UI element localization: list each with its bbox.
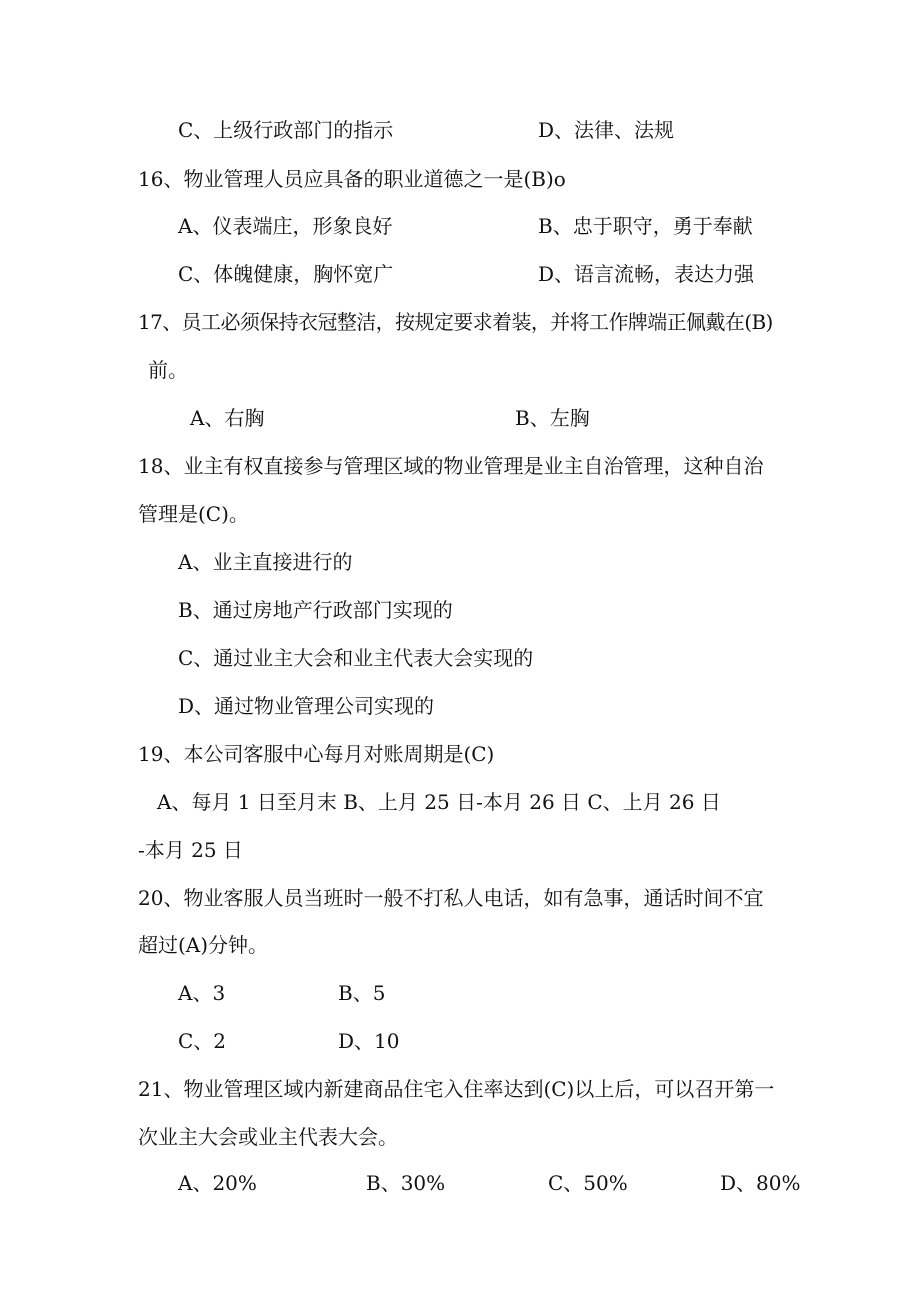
option-b: B、左胸 [515, 406, 590, 430]
question-16: 16、物业管理人员应具备的职业道德之一是(B)o [138, 167, 566, 191]
option-d: D、通过物业管理公司实现的 [178, 694, 435, 718]
option-c: C、体魄健康，胸怀宽广 [178, 262, 394, 286]
question-19-options-line-2: -本月 25 日 [138, 838, 243, 862]
option-c: C、2 [178, 1029, 227, 1053]
question-20-line-2: 超过(A)分钟。 [138, 933, 269, 957]
question-20-line-1: 20、物业客服人员当班时一般不打私人电话，如有急事，通话时间不宜 [138, 886, 764, 910]
option-c: C、50% [548, 1171, 628, 1195]
option-b: B、通过房地产行政部门实现的 [178, 598, 453, 622]
question-21-line-1: 21、物业管理区域内新建商品住宅入住率达到(C)以上后，可以召开第一 [138, 1077, 775, 1101]
question-18-line-1: 18、业主有权直接参与管理区域的物业管理是业主自治管理，这种自治 [138, 454, 764, 478]
option-d: D、法律、法规 [538, 118, 675, 142]
question-19-options-line-1: A、每月 1 日至月末 B、上月 25 日-本月 26 日 C、上月 26 日 [157, 790, 721, 814]
option-b: B、30% [366, 1171, 446, 1195]
question-19: 19、本公司客服中心每月对账周期是(C) [138, 742, 495, 766]
option-a: A、右胸 [190, 406, 265, 430]
option-c: C、上级行政部门的指示 [178, 118, 394, 142]
question-17-line-1: 17、员工必须保持衣冠整洁，按规定要求着装，并将工作牌端正佩戴在(B) [138, 310, 773, 334]
question-18-line-2: 管理是(C)。 [138, 502, 249, 526]
option-c: C、通过业主大会和业主代表大会实现的 [178, 646, 534, 670]
option-d: D、语言流畅，表达力强 [538, 262, 755, 286]
option-d: D、80% [720, 1171, 801, 1195]
question-17-line-2: 前。 [148, 358, 188, 382]
option-a: A、3 [178, 981, 226, 1005]
option-d: D、10 [338, 1029, 400, 1053]
option-a: A、20% [178, 1171, 257, 1195]
option-a: A、业主直接进行的 [178, 550, 353, 574]
option-a: A、仪表端庄，形象良好 [178, 214, 393, 238]
option-b: B、5 [338, 981, 386, 1005]
question-21-line-2: 次业主大会或业主代表大会。 [138, 1125, 398, 1149]
option-b: B、忠于职守，勇于奉献 [538, 214, 753, 238]
